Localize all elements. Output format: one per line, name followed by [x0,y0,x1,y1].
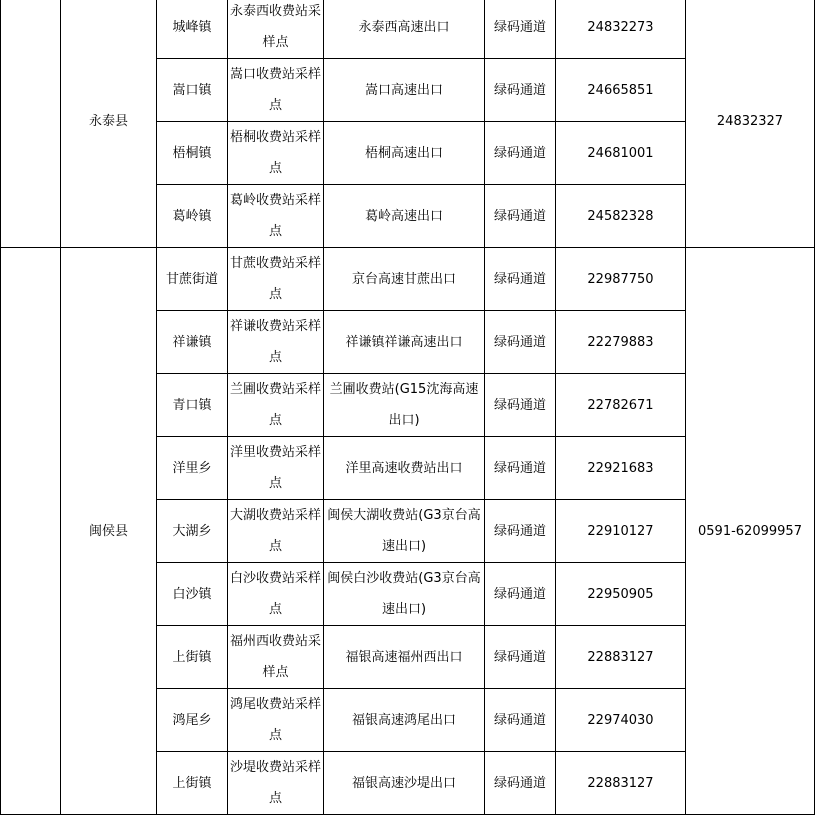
table-row [1,248,815,311]
phone-cell: 22921683 [556,437,686,500]
phone-cell: 22910127 [556,500,686,563]
sampling-site-cell: 葛岭收费站采样点 [228,185,324,248]
phone-cell: 22883127 [556,626,686,689]
town-cell: 白沙镇 [157,563,228,626]
phone-cell: 22279883 [556,311,686,374]
blank-cell [1,0,61,248]
town-cell: 葛岭镇 [157,185,228,248]
sampling-site-cell: 福州西收费站采样点 [228,626,324,689]
phone-cell: 24582328 [556,185,686,248]
town-cell: 上街镇 [157,626,228,689]
channel-cell: 绿码通道 [485,626,556,689]
channel-cell: 绿码通道 [485,185,556,248]
highway-exit-cell: 福银高速福州西出口 [324,626,485,689]
channel-cell: 绿码通道 [485,437,556,500]
town-cell: 城峰镇 [157,0,228,59]
channel-cell: 绿码通道 [485,311,556,374]
table-row [1,0,815,59]
hotline-cell: 24832327 [686,0,815,248]
phone-cell: 22987750 [556,248,686,311]
phone-cell: 22950905 [556,563,686,626]
phone-cell: 22782671 [556,374,686,437]
highway-exit-cell: 祥谦镇祥谦高速出口 [324,311,485,374]
table-body [1,0,815,815]
sampling-site-cell: 梧桐收费站采样点 [228,122,324,185]
channel-cell: 绿码通道 [485,689,556,752]
phone-cell: 24832273 [556,0,686,59]
highway-exit-cell: 嵩口高速出口 [324,59,485,122]
phone-cell: 22974030 [556,689,686,752]
town-cell: 祥谦镇 [157,311,228,374]
town-cell: 梧桐镇 [157,122,228,185]
blank-cell [1,248,61,815]
highway-exit-cell: 闽侯大湖收费站(G3京台高速出口) [324,500,485,563]
sampling-site-cell: 甘蔗收费站采样点 [228,248,324,311]
channel-cell: 绿码通道 [485,122,556,185]
highway-exit-cell: 葛岭高速出口 [324,185,485,248]
channel-cell: 绿码通道 [485,563,556,626]
sampling-site-cell: 鸿尾收费站采样点 [228,689,324,752]
channel-cell: 绿码通道 [485,0,556,59]
highway-exit-cell: 洋里高速收费站出口 [324,437,485,500]
sampling-site-cell: 白沙收费站采样点 [228,563,324,626]
town-cell: 大湖乡 [157,500,228,563]
town-cell: 甘蔗街道 [157,248,228,311]
sampling-site-cell: 洋里收费站采样点 [228,437,324,500]
highway-exit-cell: 兰圃收费站(G15沈海高速出口) [324,374,485,437]
sampling-site-cell: 沙堤收费站采样点 [228,752,324,815]
sampling-site-cell: 大湖收费站采样点 [228,500,324,563]
channel-cell: 绿码通道 [485,59,556,122]
sampling-site-cell: 永泰西收费站采样点 [228,0,324,59]
sampling-site-cell: 祥谦收费站采样点 [228,311,324,374]
highway-exit-cell: 京台高速甘蔗出口 [324,248,485,311]
town-cell: 上街镇 [157,752,228,815]
phone-cell: 24665851 [556,59,686,122]
town-cell: 洋里乡 [157,437,228,500]
channel-cell: 绿码通道 [485,374,556,437]
channel-cell: 绿码通道 [485,752,556,815]
highway-exit-cell: 梧桐高速出口 [324,122,485,185]
sampling-site-cell: 嵩口收费站采样点 [228,59,324,122]
phone-cell: 24681001 [556,122,686,185]
channel-cell: 绿码通道 [485,500,556,563]
county-cell: 永泰县 [61,0,157,248]
hotline-cell: 0591-62099957 [686,248,815,815]
town-cell: 嵩口镇 [157,59,228,122]
highway-exit-cell: 闽侯白沙收费站(G3京台高速出口) [324,563,485,626]
sampling-site-cell: 兰圃收费站采样点 [228,374,324,437]
phone-cell: 22883127 [556,752,686,815]
town-cell: 青口镇 [157,374,228,437]
town-cell: 鸿尾乡 [157,689,228,752]
highway-exit-cell: 永泰西高速出口 [324,0,485,59]
channel-cell: 绿码通道 [485,248,556,311]
highway-exit-cell: 福银高速沙堤出口 [324,752,485,815]
county-cell: 闽侯县 [61,248,157,815]
highway-exit-cell: 福银高速鸿尾出口 [324,689,485,752]
